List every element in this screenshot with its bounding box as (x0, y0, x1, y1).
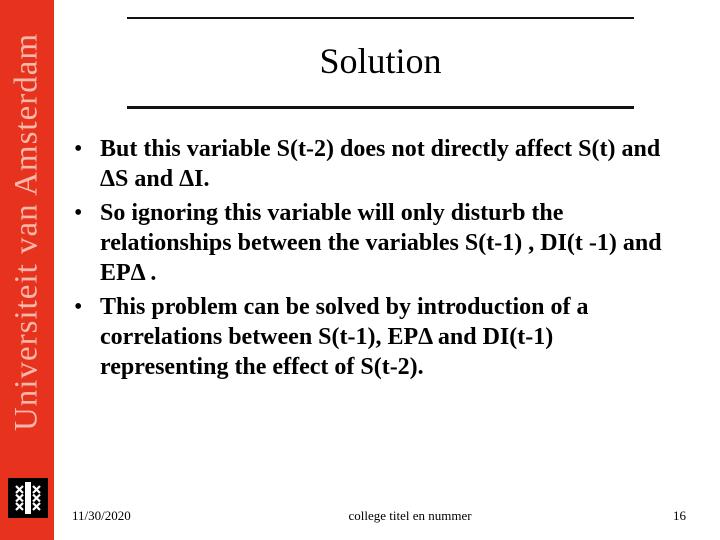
bullet-text: But this variable S(t-2) does not directly affect S(t) and ΔS and ΔI. (100, 136, 661, 192)
footer-title: college titel en nummer (348, 508, 472, 523)
bullet-item (72, 292, 682, 382)
title-rule-bottom (127, 106, 634, 109)
university-name: Universiteit van Amsterdam (8, 32, 45, 432)
page-number: 16 (673, 508, 686, 523)
slide-title: Solution (319, 41, 442, 81)
bullet-marker: • (74, 136, 83, 162)
bullet-list (72, 134, 682, 386)
bullet-item (72, 198, 682, 288)
bullet-marker: • (74, 294, 83, 320)
footer-date: 11/30/2020 (72, 508, 131, 523)
bullet-text: This problem can be solved by introduction of a correlations between S(t-1), EPΔ and DI(t-1) representing the effect of S(t-2). (100, 294, 589, 380)
bullet-text: So ignoring this variable will only disturb the relationships between the variables S(t-1) , DI(t -1) and EPΔ . (100, 200, 662, 286)
bullet-marker: • (74, 200, 83, 226)
sidebar (0, 0, 54, 540)
uva-logo-icon (8, 478, 48, 518)
title-rule-top (127, 17, 634, 19)
bullet-item (72, 134, 682, 194)
